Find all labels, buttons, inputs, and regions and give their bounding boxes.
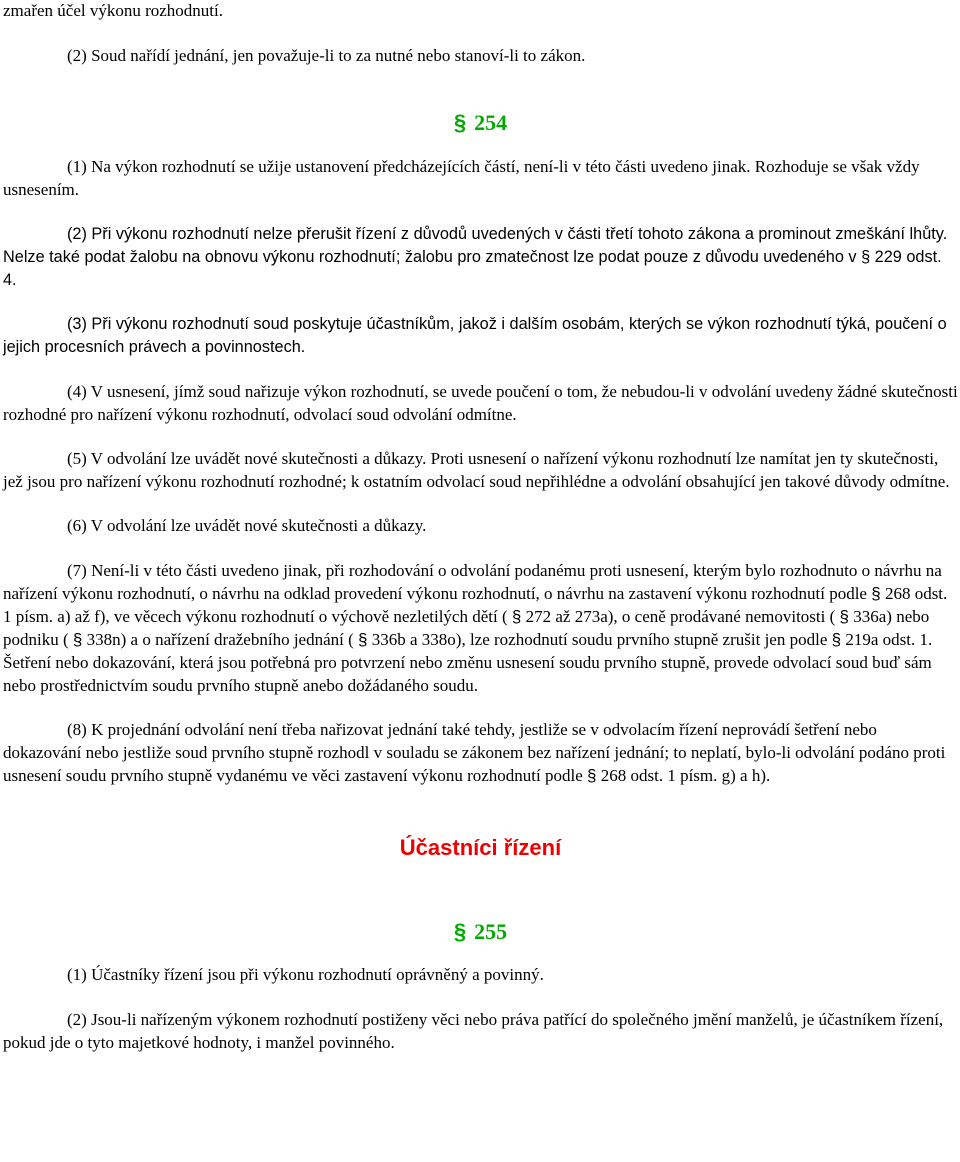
paragraph-255-1 (3, 963, 958, 986)
section-254-heading (3, 110, 958, 136)
section-number: 255 (474, 919, 508, 944)
paragraph-text: (2) Při výkonu rozhodnutí nelze přerušit řízení z důvodů uvedených v části třetí tohoto zákona a prominout zmeškání lhůty. Nelze také podat žalobu na obnovu výkonu rozhodnutí; žalobu pro zmatečnost lze podat pouze z důvodu uvedeného v (3, 225, 948, 266)
paragraph-253-2 (3, 44, 958, 67)
section-symbol-icon: § (453, 110, 467, 135)
paragraph-text: 272 až 273a), o ceně prodávané nemovitosti ( (525, 607, 836, 626)
paragraph-text: 338n) a o nařízení dražebního jednání ( (86, 630, 354, 649)
section-symbol-icon: § (358, 630, 368, 649)
part-heading-ucastnici: Účastníci řízení (399, 835, 562, 860)
paragraph-text: 268 odst. 1 písm. g) a h). (600, 766, 771, 785)
paragraph-text: 229 odst. 4. (3, 248, 942, 289)
paragraph-254-8 (3, 718, 958, 787)
section-symbol-icon: § (72, 630, 83, 649)
paragraph-text: (8) K projednání odvolání není třeba nařizovat jednání také tehdy, jestliže se v odvolacím řízení neprovádí šetření nebo dokazování nebo jestliže soud prvního stupně rozhodl v souladu se zákonem bez nařízení jednání; to neplatí, bylo-li odvolání podáno proti usnesení soudu prvního stupně vydanému ve věci zastavení výkonu rozhodnutí podle (3, 720, 946, 785)
paragraph-254-3 (3, 313, 958, 359)
paragraph-text: (2) Soud nařídí jednání, jen považuje-li to za nutné nebo stanoví-li to zákon. (67, 46, 586, 65)
paragraph-254-4 (3, 380, 958, 426)
paragraph-fragment-top (3, 0, 958, 22)
paragraph-254-6 (3, 514, 958, 537)
paragraph-text: 336a) nebo podniku ( (3, 607, 930, 649)
section-symbol-icon: § (871, 584, 881, 603)
section-number: 254 (474, 110, 508, 135)
paragraph-254-7 (3, 559, 958, 697)
section-symbol-icon: § (861, 248, 871, 266)
paragraph-text: (3) Při výkonu rozhodnutí soud poskytuje účastníkům, jakož i dalším osobám, kterých se výkon rozhodnutí týká, poučení o jejich procesních právech a povinnostech. (3, 315, 947, 356)
paragraph-254-2 (3, 223, 958, 292)
section-symbol-icon: § (453, 919, 467, 944)
section-255-heading (3, 919, 958, 945)
section-symbol-icon: § (511, 607, 522, 626)
paragraph-text: 336b a 338o), lze rozhodnutí soudu prvního stupně zrušit jen podle (371, 630, 828, 649)
paragraph-254-5 (3, 447, 958, 493)
paragraph-text: (5) V odvolání lze uvádět nové skutečnosti a důkazy. Proti usnesení o nařízení výkonu rozhodnutí lze namítat jen ty skutečnosti, jež jsou pro nařízení výkonu rozhodnutí rozhodné; k ostatním odvolací soud nepřihlédne a odvolání obsahující jen takové důvody odmítne. (3, 449, 950, 491)
document-page (3, 0, 958, 1054)
paragraph-text: (7) Není-li v této části uvedeno jinak, při rozhodování o odvolání podanému proti usnesení, kterým bylo rozhodnuto o návrhu na nařízení výkonu rozhodnutí, o návrhu na odklad provedení výkonu rozhodnutí, o návrhu na zastavení výkonu rozhodnutí podle (3, 561, 942, 603)
paragraph-text: (6) V odvolání lze uvádět nové skutečnosti a důkazy. (67, 516, 427, 535)
paragraph-text: zmařen účel výkonu rozhodnutí. (3, 1, 223, 20)
paragraph-text: 268 odst. 1 písm. a) až f), ve věcech výkonu rozhodnutí o výchově nezletilých dětí ( (3, 584, 948, 626)
paragraph-text: (1) Účastníky řízení jsou při výkonu rozhodnutí oprávněný a povinný. (67, 965, 544, 984)
paragraph-255-2 (3, 1008, 958, 1054)
paragraph-254-1 (3, 155, 958, 201)
paragraph-text: (4) V usnesení, jímž soud nařizuje výkon rozhodnutí, se uvede poučení o tom, že nebudou-li v odvolání uvedeny žádné skutečnosti rozhodné pro nařízení výkonu rozhodnutí, odvolací soud odvolání odmítne. (3, 382, 958, 424)
paragraph-text: (2) Jsou-li nařízeným výkonem rozhodnutí postiženy věci nebo práva patřící do společného jmění manželů, je účastníkem řízení, pokud jde o tyto majetkové hodnoty, i manžel povinného. (3, 1010, 944, 1052)
section-symbol-icon: § (839, 607, 849, 626)
paragraph-text: (1) Na výkon rozhodnutí se užije ustanovení předcházejících částí, není-li v této části uvedeno jinak. Rozhoduje se však vždy usnesením. (3, 157, 920, 199)
paragraph-text: 219a odst. 1. Šetření nebo dokazování, která jsou potřebná pro potvrzení nebo změnu usnesení soudu prvního stupně, provede odvolací soud buď sám nebo prostřednictvím soudu prvního stupně anebo dožádaného soudu. (3, 630, 933, 695)
section-symbol-icon: § (831, 630, 842, 649)
section-symbol-icon: § (587, 766, 597, 785)
